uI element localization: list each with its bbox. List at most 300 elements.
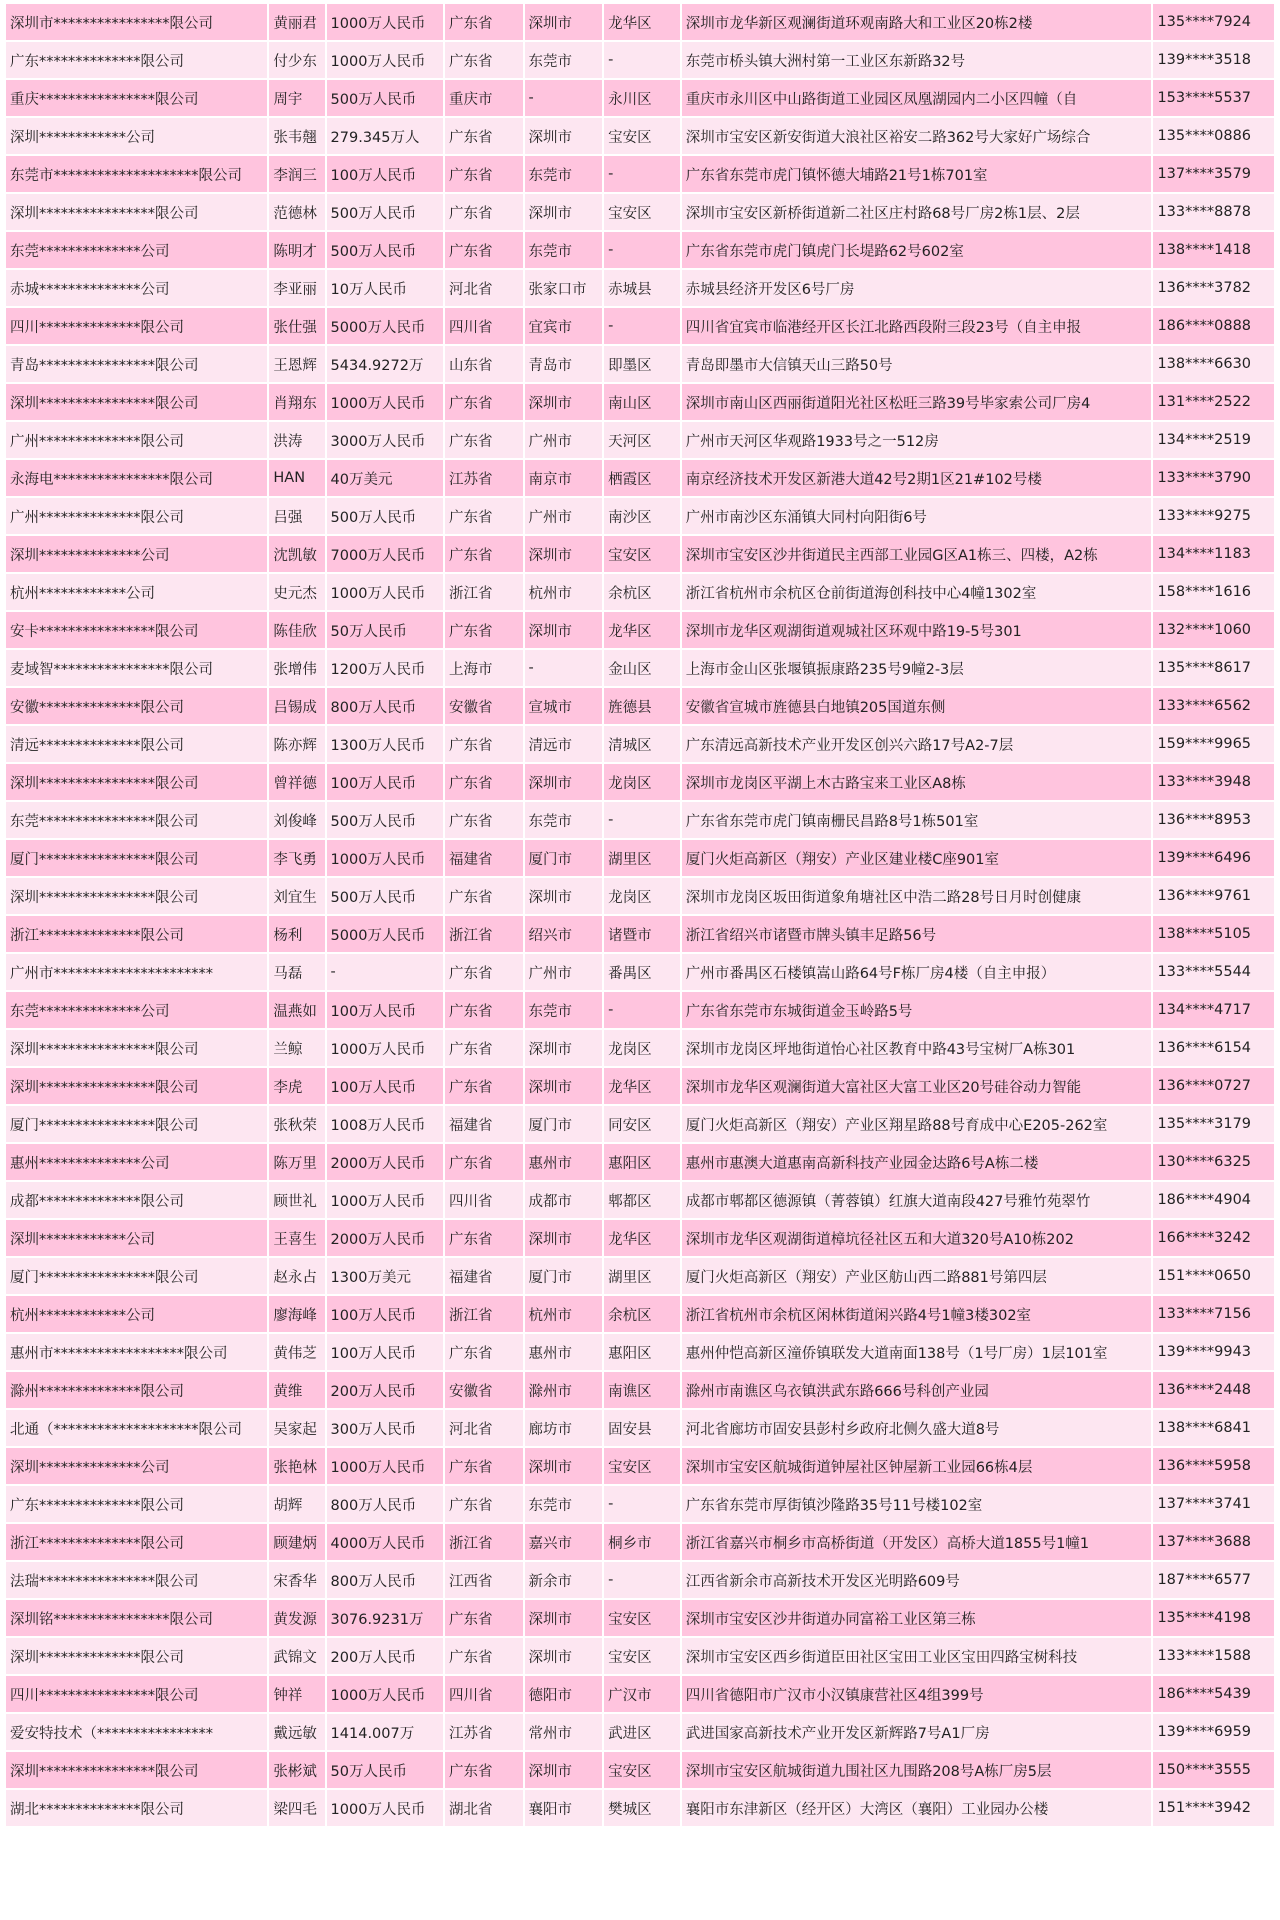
company-name-cell: 青岛****************限公司 [6,346,267,382]
district-cell: 宝安区 [604,1638,680,1674]
address-cell: 深圳市宝安区新安街道大浪社区裕安二路362号大家好广场综合 [682,118,1152,154]
province-cell: 广东省 [445,536,523,572]
company-name-cell: 清远**************限公司 [6,726,267,762]
table-row [6,460,1274,496]
address-cell: 安徽省宣城市旌德县白地镇205国道东侧 [682,688,1152,724]
legal-representative-cell: 王恩辉 [269,346,324,382]
table-row [6,650,1274,686]
province-cell: 四川省 [445,1676,523,1712]
registered-capital-cell: 100万人民币 [327,1296,443,1332]
table-row [6,1182,1274,1218]
city-cell: 深圳市 [525,1638,603,1674]
legal-representative-cell: 张增伟 [269,650,324,686]
company-name-cell: 深圳************公司 [6,1220,267,1256]
registered-capital-cell: 500万人民币 [327,80,443,116]
phone-cell: 137****3688 [1153,1524,1274,1560]
table-body [6,4,1274,1826]
company-name-cell: 东莞****************限公司 [6,802,267,838]
district-cell: 龙岗区 [604,764,680,800]
phone-cell: 135****7924 [1153,4,1274,40]
table-row [6,4,1274,40]
company-name-cell: 惠州**************公司 [6,1144,267,1180]
table-row [6,878,1274,914]
city-cell: 成都市 [525,1182,603,1218]
legal-representative-cell: 陈亦辉 [269,726,324,762]
city-cell: 深圳市 [525,1030,603,1066]
province-cell: 浙江省 [445,574,523,610]
phone-cell: 133****8878 [1153,194,1274,230]
city-cell: 滁州市 [525,1372,603,1408]
city-cell: 东莞市 [525,802,603,838]
table-row [6,1106,1274,1142]
phone-cell: 153****5537 [1153,80,1274,116]
district-cell: 宝安区 [604,1752,680,1788]
company-name-cell: 深圳****************限公司 [6,878,267,914]
registered-capital-cell: 200万人民币 [327,1638,443,1674]
province-cell: 广东省 [445,1638,523,1674]
city-cell: 东莞市 [525,232,603,268]
district-cell: 宝安区 [604,1600,680,1636]
district-cell: 武进区 [604,1714,680,1750]
address-cell: 广东省东莞市虎门镇怀德大埔路21号1栋701室 [682,156,1152,192]
company-name-cell: 广州**************限公司 [6,422,267,458]
city-cell: 深圳市 [525,1220,603,1256]
district-cell: 清城区 [604,726,680,762]
phone-cell: 135****4198 [1153,1600,1274,1636]
district-cell: - [604,992,680,1028]
address-cell: 深圳市龙华新区观澜街道环观南路大和工业区20栋2楼 [682,4,1152,40]
table-row [6,422,1274,458]
address-cell: 滁州市南谯区乌衣镇洪武东路666号科创产业园 [682,1372,1152,1408]
phone-cell: 186****5439 [1153,1676,1274,1712]
table-row [6,1220,1274,1256]
district-cell: - [604,42,680,78]
province-cell: 广东省 [445,42,523,78]
phone-cell: 136****9761 [1153,878,1274,914]
company-name-cell: 厦门****************限公司 [6,1258,267,1294]
city-cell: - [525,650,603,686]
address-cell: 深圳市龙岗区平湖上木古路宝来工业区A8栋 [682,764,1152,800]
registered-capital-cell: 1200万人民币 [327,650,443,686]
legal-representative-cell: 张彬斌 [269,1752,324,1788]
phone-cell: 133****1588 [1153,1638,1274,1674]
legal-representative-cell: 顾建炳 [269,1524,324,1560]
district-cell: 旌德县 [604,688,680,724]
phone-cell: 135****0886 [1153,118,1274,154]
table-row [6,156,1274,192]
company-name-cell: 广州市********************** [6,954,267,990]
address-cell: 广州市番禺区石楼镇嵩山路64号F栋厂房4楼（自主申报） [682,954,1152,990]
table-row [6,1524,1274,1560]
table-row [6,536,1274,572]
company-name-cell: 滁州**************限公司 [6,1372,267,1408]
address-cell: 深圳市南山区西丽街道阳光社区松旺三路39号毕家索公司厂房4 [682,384,1152,420]
address-cell: 深圳市宝安区新桥街道新二社区庄村路68号厂房2栋1层、2层 [682,194,1152,230]
district-cell: - [604,1562,680,1598]
legal-representative-cell: 周宇 [269,80,324,116]
district-cell: - [604,156,680,192]
table-row [6,1144,1274,1180]
district-cell: 龙岗区 [604,1030,680,1066]
table-row [6,1334,1274,1370]
table-row [6,840,1274,876]
company-name-cell: 爱安特技术（**************** [6,1714,267,1750]
province-cell: 安徽省 [445,1372,523,1408]
province-cell: 广东省 [445,764,523,800]
city-cell: 惠州市 [525,1144,603,1180]
phone-cell: 133****7156 [1153,1296,1274,1332]
district-cell: 龙华区 [604,1220,680,1256]
address-cell: 惠州仲恺高新区潼侨镇联发大道南面138号（1号厂房）1层101室 [682,1334,1152,1370]
district-cell: 栖霞区 [604,460,680,496]
legal-representative-cell: 李虎 [269,1068,324,1104]
company-name-cell: 深圳市****************限公司 [6,4,267,40]
phone-cell: 139****9943 [1153,1334,1274,1370]
company-name-cell: 深圳**************限公司 [6,1638,267,1674]
registered-capital-cell: 4000万人民币 [327,1524,443,1560]
address-cell: 青岛即墨市大信镇天山三路50号 [682,346,1152,382]
province-cell: 广东省 [445,802,523,838]
district-cell: 惠阳区 [604,1144,680,1180]
table-row [6,1068,1274,1104]
city-cell: 宣城市 [525,688,603,724]
address-cell: 广东清远高新技术产业开发区创兴六路17号A2-7层 [682,726,1152,762]
district-cell: 赤城县 [604,270,680,306]
company-name-cell: 深圳****************限公司 [6,194,267,230]
legal-representative-cell: 温燕如 [269,992,324,1028]
address-cell: 上海市金山区张堰镇振康路235号9幢2-3层 [682,650,1152,686]
registered-capital-cell: 100万人民币 [327,764,443,800]
province-cell: 山东省 [445,346,523,382]
province-cell: 广东省 [445,1068,523,1104]
district-cell: 即墨区 [604,346,680,382]
district-cell: 龙华区 [604,1068,680,1104]
city-cell: 厦门市 [525,1258,603,1294]
legal-representative-cell: 肖翔东 [269,384,324,420]
table-row [6,118,1274,154]
province-cell: 浙江省 [445,1296,523,1332]
legal-representative-cell: 黄丽君 [269,4,324,40]
registered-capital-cell: 10万人民币 [327,270,443,306]
province-cell: 江苏省 [445,460,523,496]
company-contact-table [4,2,1276,1828]
legal-representative-cell: 曾祥德 [269,764,324,800]
district-cell: 惠阳区 [604,1334,680,1370]
registered-capital-cell: 1000万人民币 [327,840,443,876]
legal-representative-cell: 陈佳欣 [269,612,324,648]
province-cell: 广东省 [445,992,523,1028]
legal-representative-cell: 张秋荣 [269,1106,324,1142]
legal-representative-cell: 吕锡成 [269,688,324,724]
table-row [6,346,1274,382]
company-name-cell: 东莞**************公司 [6,232,267,268]
company-name-cell: 深圳****************限公司 [6,384,267,420]
phone-cell: 136****3782 [1153,270,1274,306]
city-cell: 深圳市 [525,878,603,914]
address-cell: 成都市郫都区德源镇（菁蓉镇）红旗大道南段427号雅竹苑翠竹 [682,1182,1152,1218]
phone-cell: 166****3242 [1153,1220,1274,1256]
phone-cell: 133****6562 [1153,688,1274,724]
province-cell: 广东省 [445,4,523,40]
table-row [6,42,1274,78]
registered-capital-cell: 100万人民币 [327,1334,443,1370]
address-cell: 广东省东莞市厚街镇沙隆路35号11号楼102室 [682,1486,1152,1522]
city-cell: 深圳市 [525,194,603,230]
province-cell: 河北省 [445,1410,523,1446]
phone-cell: 151****3942 [1153,1790,1274,1826]
company-contact-sheet [4,2,1276,1828]
province-cell: 浙江省 [445,1524,523,1560]
province-cell: 福建省 [445,1258,523,1294]
company-name-cell: 永海电****************限公司 [6,460,267,496]
address-cell: 浙江省杭州市余杭区仓前街道海创科技中心4幢1302室 [682,574,1152,610]
registered-capital-cell: 2000万人民币 [327,1220,443,1256]
table-row [6,954,1274,990]
phone-cell: 136****2448 [1153,1372,1274,1408]
registered-capital-cell: 800万人民币 [327,1562,443,1598]
city-cell: 襄阳市 [525,1790,603,1826]
table-row [6,1486,1274,1522]
province-cell: 湖北省 [445,1790,523,1826]
company-name-cell: 深圳铭****************限公司 [6,1600,267,1636]
registered-capital-cell: 1000万人民币 [327,1676,443,1712]
legal-representative-cell: HAN [269,460,324,496]
company-name-cell: 安徽**************限公司 [6,688,267,724]
phone-cell: 138****5105 [1153,916,1274,952]
registered-capital-cell: 500万人民币 [327,194,443,230]
company-name-cell: 四川**************限公司 [6,308,267,344]
phone-cell: 133****3948 [1153,764,1274,800]
legal-representative-cell: 钟祥 [269,1676,324,1712]
registered-capital-cell: 500万人民币 [327,878,443,914]
city-cell: 广州市 [525,954,603,990]
company-name-cell: 法瑞****************限公司 [6,1562,267,1598]
registered-capital-cell: 50万人民币 [327,612,443,648]
registered-capital-cell: 1008万人民币 [327,1106,443,1142]
phone-cell: 133****5544 [1153,954,1274,990]
address-cell: 深圳市宝安区西乡街道臣田社区宝田工业区宝田四路宝树科技 [682,1638,1152,1674]
legal-representative-cell: 吕强 [269,498,324,534]
registered-capital-cell: 40万美元 [327,460,443,496]
company-name-cell: 东莞**************公司 [6,992,267,1028]
legal-representative-cell: 李润三 [269,156,324,192]
district-cell: 永川区 [604,80,680,116]
company-name-cell: 杭州************公司 [6,574,267,610]
table-row [6,574,1274,610]
registered-capital-cell: 1300万美元 [327,1258,443,1294]
company-name-cell: 浙江**************限公司 [6,1524,267,1560]
address-cell: 深圳市龙岗区坪地街道怡心社区教育中路43号宝树厂A栋301 [682,1030,1152,1066]
company-name-cell: 深圳**************公司 [6,536,267,572]
province-cell: 重庆市 [445,80,523,116]
address-cell: 深圳市宝安区沙井街道办同富裕工业区第三栋 [682,1600,1152,1636]
registered-capital-cell: - [327,954,443,990]
table-row [6,80,1274,116]
phone-cell: 186****0888 [1153,308,1274,344]
table-row [6,726,1274,762]
address-cell: 惠州市惠澳大道惠南高新科技产业园金达路6号A栋二楼 [682,1144,1152,1180]
district-cell: 樊城区 [604,1790,680,1826]
phone-cell: 136****5958 [1153,1448,1274,1484]
address-cell: 广州市南沙区东涌镇大同村向阳街6号 [682,498,1152,534]
province-cell: 安徽省 [445,688,523,724]
table-row [6,1600,1274,1636]
registered-capital-cell: 1000万人民币 [327,1790,443,1826]
address-cell: 广州市天河区华观路1933号之一512房 [682,422,1152,458]
phone-cell: 133****3790 [1153,460,1274,496]
table-row [6,992,1274,1028]
province-cell: 浙江省 [445,916,523,952]
table-row [6,688,1274,724]
phone-cell: 136****6154 [1153,1030,1274,1066]
address-cell: 武进国家高新技术产业开发区新辉路7号A1厂房 [682,1714,1152,1750]
registered-capital-cell: 1000万人民币 [327,1030,443,1066]
phone-cell: 136****0727 [1153,1068,1274,1104]
city-cell: 南京市 [525,460,603,496]
registered-capital-cell: 100万人民币 [327,1068,443,1104]
table-row [6,802,1274,838]
registered-capital-cell: 1000万人民币 [327,384,443,420]
company-name-cell: 深圳****************限公司 [6,1068,267,1104]
phone-cell: 130****6325 [1153,1144,1274,1180]
district-cell: 天河区 [604,422,680,458]
registered-capital-cell: 5000万人民币 [327,308,443,344]
district-cell: 桐乡市 [604,1524,680,1560]
province-cell: 福建省 [445,1106,523,1142]
province-cell: 福建省 [445,840,523,876]
company-name-cell: 厦门****************限公司 [6,840,267,876]
legal-representative-cell: 李亚丽 [269,270,324,306]
phone-cell: 151****0650 [1153,1258,1274,1294]
district-cell: 湖里区 [604,840,680,876]
legal-representative-cell: 武锦文 [269,1638,324,1674]
table-row [6,764,1274,800]
address-cell: 四川省德阳市广汉市小汉镇康营社区4组399号 [682,1676,1152,1712]
city-cell: 东莞市 [525,1486,603,1522]
address-cell: 深圳市龙华区观湖街道樟坑径社区五和大道320号A10栋202 [682,1220,1152,1256]
table-row [6,1790,1274,1826]
legal-representative-cell: 胡辉 [269,1486,324,1522]
table-row [6,1714,1274,1750]
province-cell: 广东省 [445,1144,523,1180]
province-cell: 广东省 [445,118,523,154]
table-row [6,1372,1274,1408]
table-row [6,498,1274,534]
address-cell: 重庆市永川区中山路街道工业园区凤凰湖园内二小区四幢（自 [682,80,1152,116]
company-name-cell: 惠州市******************限公司 [6,1334,267,1370]
registered-capital-cell: 1414.007万 [327,1714,443,1750]
legal-representative-cell: 张艳林 [269,1448,324,1484]
legal-representative-cell: 吴家起 [269,1410,324,1446]
province-cell: 广东省 [445,232,523,268]
registered-capital-cell: 300万人民币 [327,1410,443,1446]
city-cell: 绍兴市 [525,916,603,952]
province-cell: 广东省 [445,194,523,230]
company-name-cell: 四川****************限公司 [6,1676,267,1712]
table-row [6,1676,1274,1712]
province-cell: 四川省 [445,308,523,344]
table-row [6,308,1274,344]
address-cell: 河北省廊坊市固安县彭村乡政府北侧久盛大道8号 [682,1410,1152,1446]
district-cell: - [604,1486,680,1522]
legal-representative-cell: 刘宜生 [269,878,324,914]
city-cell: 廊坊市 [525,1410,603,1446]
district-cell: 宝安区 [604,1448,680,1484]
address-cell: 广东省东莞市虎门镇虎门长堤路62号602室 [682,232,1152,268]
province-cell: 广东省 [445,422,523,458]
registered-capital-cell: 50万人民币 [327,1752,443,1788]
province-cell: 上海市 [445,650,523,686]
province-cell: 四川省 [445,1182,523,1218]
city-cell: 深圳市 [525,764,603,800]
legal-representative-cell: 梁四毛 [269,1790,324,1826]
company-name-cell: 深圳****************限公司 [6,764,267,800]
registered-capital-cell: 3076.9231万 [327,1600,443,1636]
company-name-cell: 成都**************限公司 [6,1182,267,1218]
company-name-cell: 湖北**************限公司 [6,1790,267,1826]
registered-capital-cell: 800万人民币 [327,1486,443,1522]
legal-representative-cell: 黄维 [269,1372,324,1408]
city-cell: 杭州市 [525,574,603,610]
phone-cell: 135****8617 [1153,650,1274,686]
province-cell: 广东省 [445,156,523,192]
legal-representative-cell: 顾世礼 [269,1182,324,1218]
company-name-cell: 深圳****************限公司 [6,1030,267,1066]
phone-cell: 132****1060 [1153,612,1274,648]
province-cell: 广东省 [445,1600,523,1636]
province-cell: 广东省 [445,1486,523,1522]
city-cell: 厦门市 [525,840,603,876]
district-cell: 湖里区 [604,1258,680,1294]
legal-representative-cell: 黄伟芝 [269,1334,324,1370]
district-cell: 诸暨市 [604,916,680,952]
table-row [6,1638,1274,1674]
registered-capital-cell: 279.345万人 [327,118,443,154]
phone-cell: 138****6630 [1153,346,1274,382]
registered-capital-cell: 1000万人民币 [327,42,443,78]
city-cell: 东莞市 [525,42,603,78]
address-cell: 浙江省绍兴市诸暨市牌头镇丰足路56号 [682,916,1152,952]
city-cell: 广州市 [525,422,603,458]
district-cell: 南沙区 [604,498,680,534]
registered-capital-cell: 1300万人民币 [327,726,443,762]
company-name-cell: 重庆****************限公司 [6,80,267,116]
table-row [6,194,1274,230]
table-row [6,612,1274,648]
phone-cell: 138****6841 [1153,1410,1274,1446]
phone-cell: 139****6959 [1153,1714,1274,1750]
district-cell: 金山区 [604,650,680,686]
address-cell: 厦门火炬高新区（翔安）产业区建业楼C座901室 [682,840,1152,876]
address-cell: 东莞市桥头镇大洲村第一工业区东新路32号 [682,42,1152,78]
district-cell: 宝安区 [604,194,680,230]
address-cell: 厦门火炬高新区（翔安）产业区舫山西二路881号第四层 [682,1258,1152,1294]
district-cell: 龙华区 [604,612,680,648]
registered-capital-cell: 1000万人民币 [327,574,443,610]
city-cell: 深圳市 [525,1600,603,1636]
legal-representative-cell: 范德林 [269,194,324,230]
table-row [6,1410,1274,1446]
company-name-cell: 广东**************限公司 [6,1486,267,1522]
legal-representative-cell: 杨利 [269,916,324,952]
address-cell: 浙江省杭州市余杭区闲林街道闲兴路4号1幢3楼302室 [682,1296,1152,1332]
city-cell: 宜宾市 [525,308,603,344]
phone-cell: 137****3741 [1153,1486,1274,1522]
registered-capital-cell: 3000万人民币 [327,422,443,458]
phone-cell: 159****9965 [1153,726,1274,762]
company-name-cell: 麦域智****************限公司 [6,650,267,686]
city-cell: 新余市 [525,1562,603,1598]
